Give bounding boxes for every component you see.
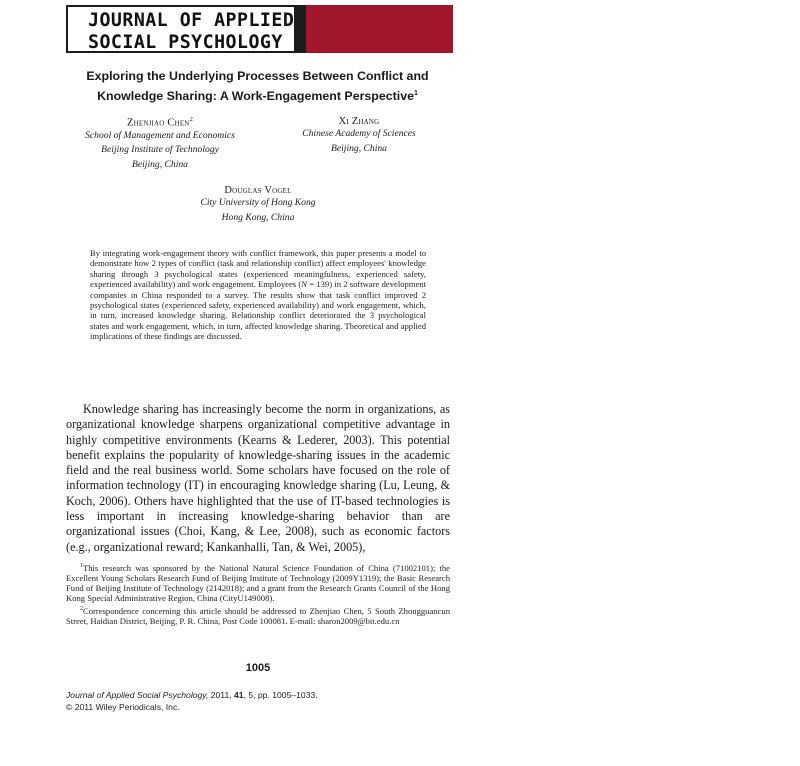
- citation-journal: Journal of Applied Social Psychology,: [66, 690, 209, 700]
- page-number: 1005: [245, 662, 271, 674]
- masthead-line-2: SOCIAL PSYCHOLOGY: [88, 31, 283, 53]
- masthead-line-1: JOURNAL OF APPLIED: [88, 9, 295, 31]
- author-name: Xi Zhang: [338, 116, 380, 127]
- author-name: Douglas Vogel: [224, 185, 292, 196]
- citation-issue-pages: , 5, pp. 1005–1033.: [243, 690, 318, 700]
- author-name: [60, 116, 260, 129]
- abstract-part-1: By integrating work-engagement theory with conflict framework, this paper presents a model to demonstrate how 2 types of conflict (task and relationship conflict) affect employees' knowledge sharing through 3 psychological states (experienced meaningfulness, experienced safety, experienced availability) and work engagement. Employees (: [90, 248, 426, 290]
- body-paragraph: [66, 402, 450, 555]
- article-title: [60, 68, 455, 105]
- author-block-1: [60, 116, 260, 172]
- title-footnote-mark: 1: [414, 90, 418, 97]
- journal-masthead: [66, 5, 294, 53]
- affiliation-line: Beijing, China: [132, 158, 188, 170]
- author-name-text: Zhenjiao Chen: [126, 117, 190, 129]
- body-paragraph-text: Knowledge sharing has increasingly become the norm in organizations, as organizational knowledge sharpens organizational competitive advantage in highly competitive environments (Kearns & Lederer, 2003). This potential benefit explains the popularity of knowledge-sharing issues in the academic field and the real business world. Some scholars have focused on the role of information technology (IT) in encouraging knowledge sharing (Lu, Leung, & Koch, 2006). Others have highlighted that the use of IT-based technologies is less important in increasing knowledge-sharing behavior than are organizational issues (Choi, Kang, & Lee, 2008), such as economic factors (e.g., organizational reward; Kankanhalli, Tan, & Wei, 2005),: [66, 402, 450, 554]
- footnote-mark: 1: [80, 563, 83, 569]
- masthead-black-bar: [294, 5, 306, 53]
- footnote-1: [66, 561, 450, 604]
- footnotes: [66, 561, 450, 626]
- affiliation-line: School of Management and Economics: [85, 129, 235, 141]
- affiliation-line: City University of Hong Kong: [200, 197, 316, 208]
- citation-year: 2011,: [210, 690, 232, 700]
- author-footnote-mark: 2: [189, 116, 194, 123]
- abstract-part-2: = 139) in 2 software development companies in China responded to a survey. The results show that task conflict improved 2 psychological states (experienced safety, experienced availability) and work engagement, which, in turn, increased knowledge sharing. Relationship conflict deteriorated the 3 psychological states and work engagement, which, in turn, affected knowledge sharing. Theoretical and applied implications of these findings are discussed.: [90, 279, 426, 342]
- footnote-mark: 2: [80, 605, 83, 612]
- citation-volume: 41: [234, 690, 244, 700]
- masthead-red-block: [306, 5, 453, 53]
- article-title-text: Exploring the Underlying Processes Between Conflict and Knowledge Sharing: A Work-Engagement Perspective: [86, 69, 429, 104]
- affiliation-line: Beijing, China: [331, 142, 387, 154]
- abstract-n-symbol: N: [301, 279, 307, 290]
- abstract: [90, 248, 426, 342]
- citation-line: [66, 689, 318, 701]
- author-block-2: [270, 116, 448, 156]
- affiliation-line: Chinese Academy of Sciences: [302, 128, 416, 139]
- author-block-3: [158, 185, 358, 225]
- copyright-line: © 2011 Wiley Periodicals, Inc.: [66, 702, 180, 712]
- affiliation-line: Beijing Institute of Technology: [101, 144, 219, 155]
- footnote-text: Correspondence concerning this article should be addressed to Zhenjiao Chen, 5 South Zhongguancun Street, Haidian District, Beijing, P. R. China, Post Code 100081. E-mail: sharon2009@bit.edu.cn: [66, 605, 450, 626]
- footnote-2: [66, 604, 450, 626]
- footnote-text: This research was sponsored by the National Natural Science Foundation of China (71002101); the Excellent Young Scholars Research Fund of Beijing Institute of Technology (2009Y1319); the Basic Research Fund of Beijing Institute of Technology (2142018); and a grant from the Research Grants Council of the Hong Kong Special Administrative Region, China (CityU149008).: [66, 562, 450, 604]
- affiliation-line: Hong Kong, China: [221, 211, 295, 223]
- citation-block: [66, 689, 318, 713]
